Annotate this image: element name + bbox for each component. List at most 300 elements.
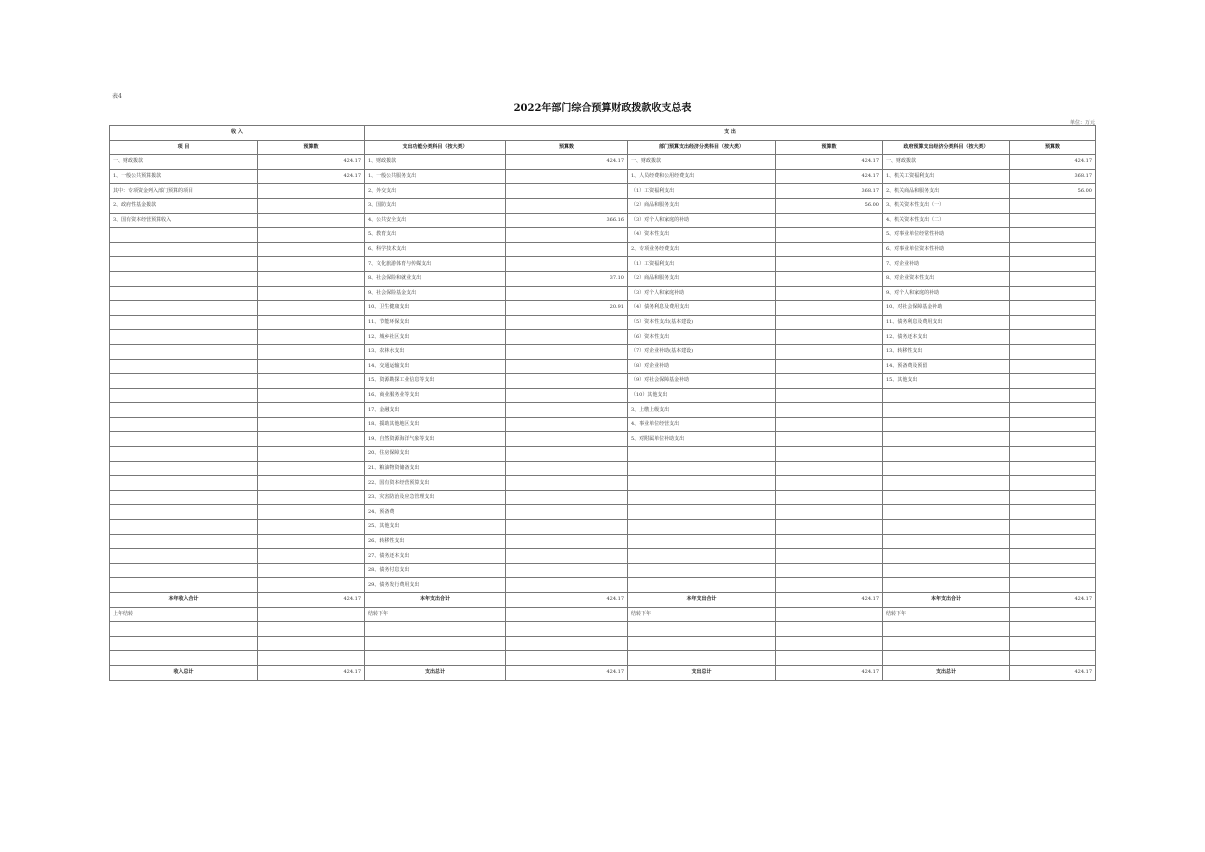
gov-item — [883, 388, 1010, 403]
func-amount — [506, 169, 628, 184]
table-row — [110, 417, 1096, 432]
budget-header: 预算数 — [258, 140, 365, 155]
func-amount: 20.91 — [506, 301, 628, 316]
gov-amount — [1010, 198, 1096, 213]
income-total-value: 424.17 — [258, 593, 365, 608]
dept-amount — [776, 490, 883, 505]
func-amount — [506, 228, 628, 243]
income-item — [110, 286, 258, 301]
empty-cell — [776, 651, 883, 666]
empty-cell — [883, 636, 1010, 651]
table-row — [110, 286, 1096, 301]
gov-amount — [1010, 490, 1096, 505]
func-item: 22、国有资本经营预算支出 — [365, 476, 506, 491]
func-amount — [506, 447, 628, 462]
gov-item — [883, 447, 1010, 462]
table-row — [110, 520, 1096, 535]
func-amount: 366.16 — [506, 213, 628, 228]
income-amount — [258, 344, 365, 359]
dept-item: （4）资本性支出 — [628, 228, 776, 243]
empty-cell — [258, 636, 365, 651]
table-row — [110, 155, 1096, 170]
income-item: 其中：专项资金列入部门预算的项目 — [110, 184, 258, 199]
dept-item: （7）对企业补助(基本建设) — [628, 344, 776, 359]
dept-amount — [776, 549, 883, 564]
gov-item — [883, 432, 1010, 447]
income-amount — [258, 388, 365, 403]
func-grand-value: 424.17 — [506, 665, 628, 680]
func-item: 5、教育支出 — [365, 228, 506, 243]
income-item — [110, 271, 258, 286]
header-row-group — [110, 126, 1096, 141]
dept-amount — [776, 271, 883, 286]
table-body — [110, 155, 1096, 593]
gov-item — [883, 476, 1010, 491]
empty-cell — [258, 607, 365, 622]
dept-amount — [776, 301, 883, 316]
income-item — [110, 301, 258, 316]
gov-amount — [1010, 271, 1096, 286]
dept-item: （5）资本性支出(基本建设) — [628, 315, 776, 330]
dept-item: 4、事业单位经营支出 — [628, 417, 776, 432]
income-item — [110, 520, 258, 535]
empty-cell — [1010, 607, 1096, 622]
income-amount: 424.17 — [258, 169, 365, 184]
gov-amount — [1010, 461, 1096, 476]
income-item: 一、财政拨款 — [110, 155, 258, 170]
income-amount — [258, 330, 365, 345]
func-item: 12、城乡社区支出 — [365, 330, 506, 345]
dept-item: 3、上缴上级支出 — [628, 403, 776, 418]
dept-amount — [776, 228, 883, 243]
totals-row — [110, 593, 1096, 608]
empty-cell — [1010, 651, 1096, 666]
table-row — [110, 344, 1096, 359]
income-amount — [258, 213, 365, 228]
dept-amount — [776, 388, 883, 403]
func-item: 18、援助其他地区支出 — [365, 417, 506, 432]
empty-cell — [506, 607, 628, 622]
dept-amount — [776, 257, 883, 272]
table-row — [110, 315, 1096, 330]
dept-item: （10）其他支出 — [628, 388, 776, 403]
carry-row — [110, 607, 1096, 622]
empty-cell — [776, 622, 883, 637]
func-item: 25、其他支出 — [365, 520, 506, 535]
income-item — [110, 330, 258, 345]
income-item — [110, 490, 258, 505]
func-item: 15、资源勘探工业信息等支出 — [365, 374, 506, 389]
func-amount — [506, 330, 628, 345]
income-item — [110, 447, 258, 462]
income-amount — [258, 549, 365, 564]
table-row — [110, 228, 1096, 243]
gov-item — [883, 490, 1010, 505]
budget-summary-table — [109, 125, 1096, 681]
dept-item — [628, 447, 776, 462]
func-item: 24、预备费 — [365, 505, 506, 520]
income-amount — [258, 563, 365, 578]
table-number: 表4 — [112, 93, 122, 100]
func-item: 17、金融支出 — [365, 403, 506, 418]
budget-header: 预算数 — [776, 140, 883, 155]
income-amount — [258, 374, 365, 389]
dept-amount — [776, 505, 883, 520]
prev-carry-label: 上年结转 — [110, 607, 258, 622]
income-header: 收 入 — [110, 126, 365, 141]
func-item: 2、外交支出 — [365, 184, 506, 199]
func-amount — [506, 286, 628, 301]
func-item: 14、交通运输支出 — [365, 359, 506, 374]
gov-item — [883, 549, 1010, 564]
dept-item — [628, 578, 776, 593]
dept-amount — [776, 242, 883, 257]
gov-amount — [1010, 417, 1096, 432]
income-item — [110, 228, 258, 243]
empty-cell — [110, 651, 258, 666]
income-item — [110, 344, 258, 359]
income-amount — [258, 432, 365, 447]
func-amount — [506, 344, 628, 359]
expenditure-header: 支 出 — [365, 126, 1096, 141]
page-title: 2022年部门综合预算财政拨款收支总表 — [513, 103, 692, 114]
income-item — [110, 563, 258, 578]
dept-item — [628, 534, 776, 549]
income-amount — [258, 228, 365, 243]
income-item — [110, 534, 258, 549]
income-amount — [258, 301, 365, 316]
dept-amount — [776, 476, 883, 491]
table-row — [110, 563, 1096, 578]
func-amount — [506, 315, 628, 330]
dept-item — [628, 549, 776, 564]
next-carry-label: 结转下年 — [883, 607, 1010, 622]
dept-amount: 424.17 — [776, 169, 883, 184]
income-item — [110, 476, 258, 491]
empty-cell — [365, 622, 506, 637]
gov-item — [883, 534, 1010, 549]
dept-amount — [776, 403, 883, 418]
dept-econ-header: 部门预算支出经济分类科目（按大类） — [628, 140, 776, 155]
func-item: 26、转移性支出 — [365, 534, 506, 549]
gov-amount — [1010, 344, 1096, 359]
func-grand-label: 支出总计 — [365, 665, 506, 680]
func-amount — [506, 490, 628, 505]
gov-amount — [1010, 257, 1096, 272]
func-item: 3、国防支出 — [365, 198, 506, 213]
gov-item: 3、机关资本性支出（一） — [883, 198, 1010, 213]
func-amount — [506, 198, 628, 213]
income-item — [110, 461, 258, 476]
empty-cell — [1010, 622, 1096, 637]
income-item: 2、政府性基金拨款 — [110, 198, 258, 213]
gov-amount — [1010, 286, 1096, 301]
gov-item: 13、转移性支出 — [883, 344, 1010, 359]
table-row — [110, 374, 1096, 389]
dept-total-value: 424.17 — [776, 593, 883, 608]
table-row — [110, 242, 1096, 257]
income-item — [110, 257, 258, 272]
empty-cell — [776, 636, 883, 651]
func-item: 8、社会保险和就业支出 — [365, 271, 506, 286]
empty-cell — [628, 622, 776, 637]
func-amount — [506, 461, 628, 476]
empty-cell — [506, 622, 628, 637]
blank-row — [110, 651, 1096, 666]
income-item — [110, 388, 258, 403]
gov-item — [883, 461, 1010, 476]
next-carry-label: 结转下年 — [365, 607, 506, 622]
gov-item: 10、对社会保障基金补助 — [883, 301, 1010, 316]
empty-cell — [776, 607, 883, 622]
gov-item — [883, 520, 1010, 535]
table-row — [110, 213, 1096, 228]
dept-amount — [776, 213, 883, 228]
empty-cell — [628, 636, 776, 651]
dept-amount — [776, 344, 883, 359]
func-amount — [506, 374, 628, 389]
table-row — [110, 447, 1096, 462]
income-amount — [258, 257, 365, 272]
empty-cell — [110, 636, 258, 651]
dept-amount — [776, 578, 883, 593]
dept-item: 5、对附属单位补助支出 — [628, 432, 776, 447]
gov-item: 6、对事业单位资本性补助 — [883, 242, 1010, 257]
dept-amount — [776, 461, 883, 476]
income-amount — [258, 520, 365, 535]
dept-item: （2）商品和服务支出 — [628, 198, 776, 213]
income-amount — [258, 286, 365, 301]
income-amount — [258, 505, 365, 520]
gov-amount — [1010, 447, 1096, 462]
table-row — [110, 169, 1096, 184]
next-carry-label: 结转下年 — [628, 607, 776, 622]
table-row — [110, 432, 1096, 447]
func-amount — [506, 476, 628, 491]
income-item — [110, 549, 258, 564]
income-item — [110, 578, 258, 593]
table-row — [110, 549, 1096, 564]
func-item: 23、灾害防治及应急管理支出 — [365, 490, 506, 505]
gov-item: 11、债务利息及费用支出 — [883, 315, 1010, 330]
empty-cell — [506, 636, 628, 651]
func-amount — [506, 520, 628, 535]
dept-amount — [776, 359, 883, 374]
gov-total-value: 424.17 — [1010, 593, 1096, 608]
gov-amount — [1010, 520, 1096, 535]
dept-amount — [776, 520, 883, 535]
dept-amount — [776, 447, 883, 462]
income-amount — [258, 359, 365, 374]
income-item — [110, 374, 258, 389]
income-item — [110, 242, 258, 257]
func-class-header: 支出功能分类科目（按大类） — [365, 140, 506, 155]
func-amount — [506, 403, 628, 418]
func-amount — [506, 417, 628, 432]
func-amount — [506, 359, 628, 374]
table-row — [110, 257, 1096, 272]
dept-item: （3）对个人和家庭补助 — [628, 286, 776, 301]
func-item: 1、财政拨款 — [365, 155, 506, 170]
gov-amount: 368.17 — [1010, 169, 1096, 184]
func-item: 10、卫生健康支出 — [365, 301, 506, 316]
income-amount — [258, 403, 365, 418]
gov-item: 1、机关工资福利支出 — [883, 169, 1010, 184]
gov-amount — [1010, 374, 1096, 389]
blank-row — [110, 622, 1096, 637]
dept-item: 1、人员经费和公用经费支出 — [628, 169, 776, 184]
income-amount — [258, 271, 365, 286]
gov-item: 7、对企业补助 — [883, 257, 1010, 272]
income-amount — [258, 461, 365, 476]
dept-item: 一、财政拨款 — [628, 155, 776, 170]
func-amount — [506, 505, 628, 520]
func-item: 7、文化旅游体育与传媒支出 — [365, 257, 506, 272]
dept-item: （4）债务利息及费用支出 — [628, 301, 776, 316]
table-row — [110, 461, 1096, 476]
income-amount — [258, 447, 365, 462]
func-amount — [506, 534, 628, 549]
dept-item: （2）商品和服务支出 — [628, 271, 776, 286]
func-amount — [506, 549, 628, 564]
gov-amount — [1010, 213, 1096, 228]
dept-item: 2、专项业务经费支出 — [628, 242, 776, 257]
table-row — [110, 198, 1096, 213]
gov-item — [883, 563, 1010, 578]
dept-item — [628, 520, 776, 535]
gov-amount — [1010, 315, 1096, 330]
gov-item: 5、对事业单位经常性补助 — [883, 228, 1010, 243]
gov-amount — [1010, 476, 1096, 491]
budget-header: 预算数 — [506, 140, 628, 155]
func-total-label: 本年支出合计 — [365, 593, 506, 608]
func-item: 19、自然资源海洋气象等支出 — [365, 432, 506, 447]
empty-cell — [258, 622, 365, 637]
dept-amount — [776, 432, 883, 447]
income-amount — [258, 476, 365, 491]
dept-item — [628, 461, 776, 476]
gov-item: 一、财政拨款 — [883, 155, 1010, 170]
func-item: 4、公共安全支出 — [365, 213, 506, 228]
gov-amount — [1010, 359, 1096, 374]
gov-amount — [1010, 228, 1096, 243]
gov-amount — [1010, 578, 1096, 593]
dept-grand-value: 424.17 — [776, 665, 883, 680]
dept-amount — [776, 315, 883, 330]
empty-cell — [883, 651, 1010, 666]
func-amount — [506, 257, 628, 272]
table-row — [110, 403, 1096, 418]
func-item: 20、住房保障支出 — [365, 447, 506, 462]
income-item — [110, 315, 258, 330]
gov-econ-header: 政府预算支出经济分类科目（按大类） — [883, 140, 1010, 155]
func-amount — [506, 432, 628, 447]
income-amount — [258, 198, 365, 213]
gov-grand-value: 424.17 — [1010, 665, 1096, 680]
dept-item — [628, 563, 776, 578]
dept-item: （8）对企业补助 — [628, 359, 776, 374]
func-amount: 37.10 — [506, 271, 628, 286]
dept-amount: 56.00 — [776, 198, 883, 213]
empty-cell — [506, 651, 628, 666]
func-item: 9、社会保险基金支出 — [365, 286, 506, 301]
empty-cell — [258, 651, 365, 666]
gov-item: 8、对企业资本性支出 — [883, 271, 1010, 286]
func-item: 21、粮油物资储备支出 — [365, 461, 506, 476]
income-item — [110, 359, 258, 374]
grand-total-row — [110, 665, 1096, 680]
gov-grand-label: 支出总计 — [883, 665, 1010, 680]
func-item: 29、债务发行费用支出 — [365, 578, 506, 593]
table-row — [110, 301, 1096, 316]
income-grand-value: 424.17 — [258, 665, 365, 680]
dept-grand-label: 支出总计 — [628, 665, 776, 680]
gov-amount — [1010, 563, 1096, 578]
table-row — [110, 505, 1096, 520]
budget-header: 预算数 — [1010, 140, 1096, 155]
gov-item: 15、其他支出 — [883, 374, 1010, 389]
func-amount: 424.17 — [506, 155, 628, 170]
income-item — [110, 417, 258, 432]
gov-amount: 56.00 — [1010, 184, 1096, 199]
gov-amount: 424.17 — [1010, 155, 1096, 170]
table-row — [110, 184, 1096, 199]
item-header: 项 目 — [110, 140, 258, 155]
gov-amount — [1010, 403, 1096, 418]
income-amount — [258, 490, 365, 505]
dept-item: （9）对社会保障基金补助 — [628, 374, 776, 389]
income-total-label: 本年收入合计 — [110, 593, 258, 608]
dept-total-label: 本年支出合计 — [628, 593, 776, 608]
table-row — [110, 578, 1096, 593]
income-grand-label: 收入总计 — [110, 665, 258, 680]
dept-item — [628, 505, 776, 520]
table-row — [110, 388, 1096, 403]
income-item: 3、国有资本经营预算收入 — [110, 213, 258, 228]
dept-amount — [776, 563, 883, 578]
func-item: 28、债务付息支出 — [365, 563, 506, 578]
income-amount — [258, 315, 365, 330]
func-item: 11、节能环保支出 — [365, 315, 506, 330]
table-row — [110, 490, 1096, 505]
gov-item — [883, 505, 1010, 520]
dept-item: （3）对个人和家庭的补助 — [628, 213, 776, 228]
func-item: 6、科学技术支出 — [365, 242, 506, 257]
income-item — [110, 505, 258, 520]
func-item: 27、债务还本支出 — [365, 549, 506, 564]
blank-row — [110, 636, 1096, 651]
income-amount — [258, 578, 365, 593]
dept-amount — [776, 417, 883, 432]
gov-total-label: 本年支出合计 — [883, 593, 1010, 608]
income-amount — [258, 184, 365, 199]
func-amount — [506, 578, 628, 593]
dept-item — [628, 490, 776, 505]
gov-item: 14、预备费及预留 — [883, 359, 1010, 374]
income-amount — [258, 242, 365, 257]
empty-cell — [365, 636, 506, 651]
empty-cell — [1010, 636, 1096, 651]
table-row — [110, 330, 1096, 345]
dept-item: （1）工资福利支出 — [628, 257, 776, 272]
dept-amount — [776, 286, 883, 301]
func-amount — [506, 563, 628, 578]
gov-item: 9、对个人和家庭的补助 — [883, 286, 1010, 301]
dept-amount — [776, 534, 883, 549]
income-item — [110, 403, 258, 418]
gov-amount — [1010, 330, 1096, 345]
gov-amount — [1010, 432, 1096, 447]
